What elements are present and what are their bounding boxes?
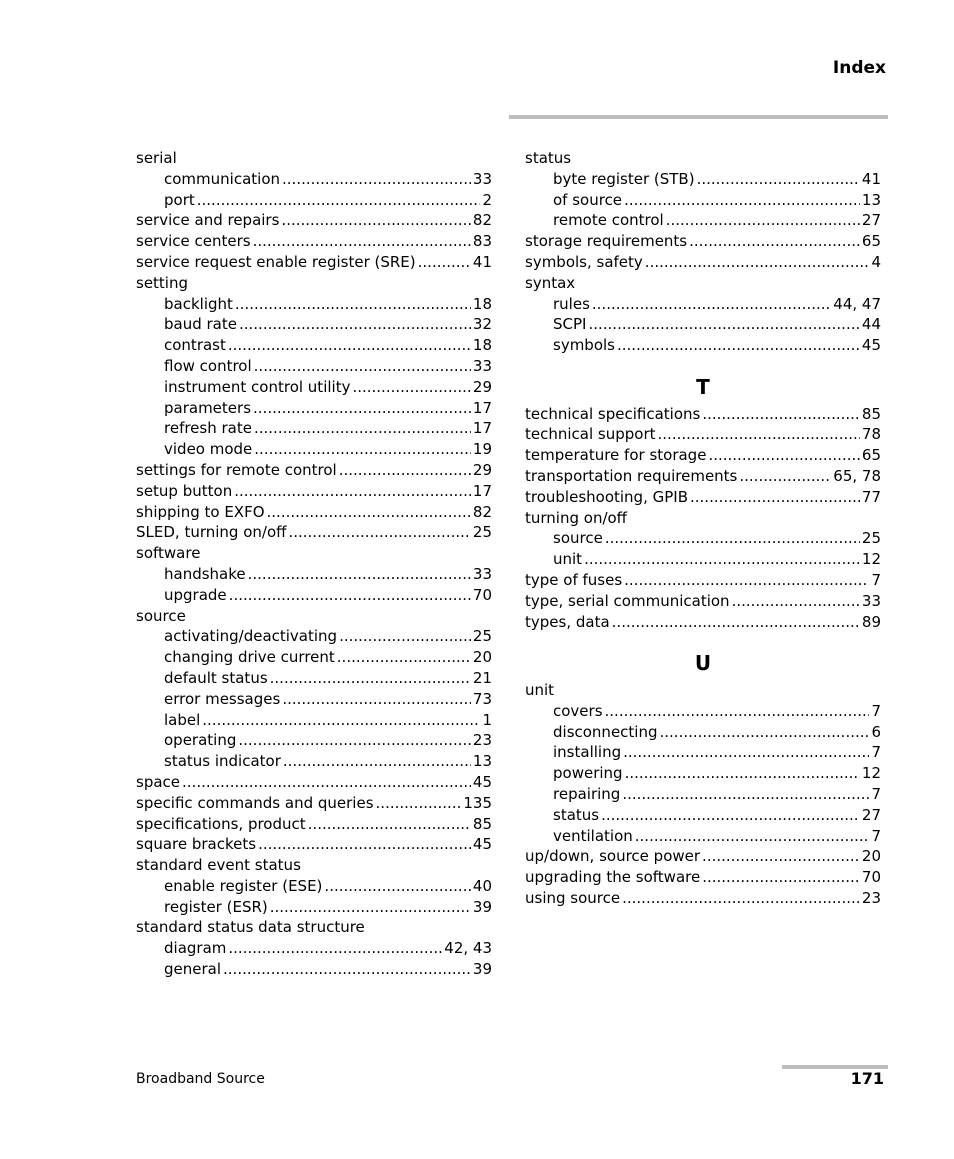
- dot-leader: [739, 466, 831, 487]
- index-term: backlight: [164, 294, 233, 313]
- dot-leader: [702, 846, 860, 867]
- page-reference: 44, 47: [833, 294, 881, 313]
- index-entry: [525, 252, 881, 273]
- page-reference: 45: [472, 772, 492, 791]
- index-subentry: [525, 528, 881, 549]
- dot-leader: [352, 377, 470, 398]
- index-term: turning on/off: [525, 508, 628, 527]
- section-spacer: [525, 356, 881, 377]
- index-entry: [525, 466, 881, 487]
- index-term: status: [525, 149, 572, 167]
- page-reference: 65: [861, 446, 881, 465]
- index-subentry: [136, 647, 492, 668]
- page-reference: 27: [861, 805, 881, 824]
- index-subentry: [136, 314, 492, 335]
- page-reference: 41: [472, 252, 492, 271]
- index-group-entry: [136, 273, 492, 294]
- dot-leader: [339, 460, 471, 481]
- index-subentry: [136, 169, 492, 190]
- page-reference: 29: [472, 377, 492, 396]
- index-entry: [136, 460, 492, 481]
- index-term: upgrading the software: [525, 868, 701, 887]
- index-subentry: [136, 398, 492, 419]
- index-term: standard event status: [136, 856, 301, 875]
- dot-leader: [697, 169, 860, 190]
- index-subentry: [136, 377, 492, 398]
- index-term: label: [164, 710, 201, 729]
- dot-leader: [612, 612, 860, 633]
- index-subentry: [136, 710, 492, 731]
- index-group-entry: [136, 855, 492, 876]
- index-term: setting: [136, 273, 189, 292]
- index-subentry: [136, 689, 492, 710]
- index-entry: [525, 591, 881, 612]
- page-reference: 42, 43: [444, 939, 492, 958]
- index-term: instrument control utility: [164, 377, 351, 396]
- index-term: service request enable register (SRE): [136, 252, 416, 271]
- index-term: symbols, safety: [525, 252, 643, 271]
- dot-leader: [623, 742, 869, 763]
- page-reference: 82: [472, 211, 492, 230]
- index-subentry: [136, 876, 492, 897]
- page-reference: 77: [861, 487, 881, 506]
- index-subentry: [525, 701, 881, 722]
- page-reference: 32: [472, 315, 492, 334]
- dot-leader: [228, 938, 442, 959]
- dot-leader: [282, 169, 471, 190]
- dot-leader: [339, 626, 471, 647]
- index-entry: [525, 888, 881, 909]
- index-subentry: [136, 564, 492, 585]
- index-term: specifications, product: [136, 814, 306, 833]
- index-term: byte register (STB): [553, 169, 695, 188]
- page-reference: 70: [472, 585, 492, 604]
- index-entry: [136, 502, 492, 523]
- index-term: error messages: [164, 689, 281, 708]
- index-term: storage requirements: [525, 232, 688, 251]
- dot-leader: [625, 763, 860, 784]
- page-reference: 4: [871, 252, 881, 271]
- dot-leader: [197, 190, 481, 211]
- index-subentry: [136, 897, 492, 918]
- index-term: unit: [553, 550, 583, 569]
- index-subentry: [525, 549, 881, 570]
- dot-leader: [267, 502, 471, 523]
- page-reference: 18: [472, 294, 492, 313]
- index-entry: [136, 793, 492, 814]
- page-reference: 17: [472, 481, 492, 500]
- dot-leader: [253, 231, 471, 252]
- page-reference: 40: [472, 876, 492, 895]
- index-entry: [525, 570, 881, 591]
- page-reference: 6: [871, 722, 881, 741]
- dot-leader: [601, 805, 860, 826]
- index-term: activating/deactivating: [164, 627, 338, 646]
- page-reference: 7: [871, 826, 881, 845]
- page-reference: 135: [463, 793, 492, 812]
- dot-leader: [605, 528, 860, 549]
- index-term: SLED, turning on/off: [136, 523, 287, 542]
- index-term: technical specifications: [525, 404, 701, 423]
- dot-leader: [622, 784, 869, 805]
- footer-product-name: Broadband Source: [136, 1071, 265, 1087]
- page-reference: 20: [861, 847, 881, 866]
- page-reference: 45: [861, 336, 881, 355]
- dot-leader: [270, 668, 471, 689]
- index-term: space: [136, 772, 181, 791]
- index-group-entry: [525, 148, 881, 169]
- index-subentry: [525, 826, 881, 847]
- index-term: type, serial communication: [525, 591, 730, 610]
- index-entry: [525, 867, 881, 888]
- index-term: serial: [136, 149, 177, 167]
- index-entry: [136, 231, 492, 252]
- page-reference: 7: [871, 784, 881, 803]
- index-term: video mode: [164, 440, 253, 459]
- dot-leader: [283, 751, 471, 772]
- page-reference: 85: [861, 404, 881, 423]
- index-term: enable register (ESE): [164, 876, 323, 895]
- index-group-entry: [525, 273, 881, 294]
- page-reference: 33: [472, 356, 492, 375]
- index-group-entry: [136, 148, 492, 169]
- dot-leader: [281, 210, 470, 231]
- index-term: service centers: [136, 232, 251, 251]
- dot-leader: [666, 210, 860, 231]
- index-term: specific commands and queries: [136, 793, 374, 812]
- page-title: Index: [832, 58, 886, 78]
- index-term: operating: [164, 731, 237, 750]
- section-spacer: [525, 632, 881, 653]
- page-reference: 13: [861, 190, 881, 209]
- page-reference: 27: [861, 211, 881, 230]
- index-group-entry: [136, 917, 492, 938]
- dot-leader: [617, 335, 860, 356]
- footer-page-number: 171: [850, 1069, 884, 1088]
- index-term: disconnecting: [553, 722, 658, 741]
- index-term: setup button: [136, 481, 233, 500]
- index-entry: [525, 231, 881, 252]
- index-subentry: [525, 314, 881, 335]
- dot-leader: [258, 834, 471, 855]
- index-group-entry: [136, 543, 492, 564]
- page-reference: 17: [472, 398, 492, 417]
- dot-leader: [376, 793, 462, 814]
- header-rule: [509, 115, 888, 119]
- dot-leader: [660, 722, 870, 743]
- dot-leader: [584, 549, 860, 570]
- dot-leader: [605, 701, 870, 722]
- page-reference: 25: [472, 523, 492, 542]
- index-entry: [525, 404, 881, 425]
- index-term: shipping to EXFO: [136, 502, 265, 521]
- index-group-entry: [136, 606, 492, 627]
- index-term: repairing: [553, 784, 621, 803]
- index-term: parameters: [164, 398, 252, 417]
- index-term: source: [553, 529, 603, 548]
- page-reference: 85: [472, 814, 492, 833]
- page-reference: 21: [472, 668, 492, 687]
- page-reference: 70: [861, 868, 881, 887]
- index-term: refresh rate: [164, 419, 252, 438]
- page-reference: 39: [472, 960, 492, 979]
- index-term: service and repairs: [136, 211, 280, 230]
- index-column-right: [525, 148, 881, 909]
- dot-leader: [635, 826, 870, 847]
- index-term: installing: [553, 743, 622, 762]
- dot-leader: [270, 897, 471, 918]
- index-group-entry: [525, 508, 881, 529]
- index-term: default status: [164, 668, 268, 687]
- index-entry: [136, 210, 492, 231]
- index-term: of source: [553, 190, 623, 209]
- page-reference: 17: [472, 419, 492, 438]
- index-term: standard status data structure: [136, 918, 365, 937]
- index-entry: [136, 772, 492, 793]
- dot-leader: [229, 585, 471, 606]
- index-term: up/down, source power: [525, 847, 701, 866]
- index-term: source: [136, 606, 186, 625]
- dot-leader: [228, 335, 471, 356]
- index-entry: [525, 846, 881, 867]
- index-subentry: [136, 418, 492, 439]
- page-reference: 33: [472, 169, 492, 188]
- index-column-left: [136, 148, 492, 980]
- index-subentry: [136, 959, 492, 980]
- dot-leader: [622, 888, 860, 909]
- page-reference: 7: [871, 570, 881, 589]
- page-reference: 12: [861, 550, 881, 569]
- dot-leader: [708, 445, 859, 466]
- dot-leader: [288, 522, 470, 543]
- index-term: general: [164, 960, 222, 979]
- index-term: rules: [553, 294, 590, 313]
- index-subentry: [525, 805, 881, 826]
- page-reference: 73: [472, 689, 492, 708]
- page-reference: 18: [472, 336, 492, 355]
- page-reference: 2: [482, 190, 492, 209]
- index-entry: [136, 834, 492, 855]
- page-reference: 83: [472, 232, 492, 251]
- index-subentry: [136, 356, 492, 377]
- index-subentry: [525, 169, 881, 190]
- dot-leader: [337, 647, 471, 668]
- index-term: settings for remote control: [136, 460, 337, 479]
- index-term: handshake: [164, 564, 246, 583]
- dot-leader: [690, 487, 860, 508]
- index-term: remote control: [553, 211, 664, 230]
- page-reference: 23: [861, 888, 881, 907]
- dot-leader: [702, 867, 860, 888]
- page-reference: 7: [871, 701, 881, 720]
- dot-leader: [324, 876, 470, 897]
- index-term: baud rate: [164, 315, 237, 334]
- dot-leader: [624, 570, 869, 591]
- dot-leader: [223, 959, 471, 980]
- dot-leader: [645, 252, 870, 273]
- page-reference: 82: [472, 502, 492, 521]
- dot-leader: [658, 424, 860, 445]
- index-subentry: [136, 668, 492, 689]
- page-reference: 45: [472, 835, 492, 854]
- index-subentry: [136, 730, 492, 751]
- index-group-entry: [525, 680, 881, 701]
- index-subentry: [525, 190, 881, 211]
- index-entry: [525, 424, 881, 445]
- index-term: technical support: [525, 425, 656, 444]
- index-entry: [525, 445, 881, 466]
- dot-leader: [235, 294, 471, 315]
- dot-leader: [234, 481, 471, 502]
- index-subentry: [525, 210, 881, 231]
- index-entry: [136, 522, 492, 543]
- index-term: communication: [164, 169, 281, 188]
- index-term: square brackets: [136, 835, 257, 854]
- index-term: port: [164, 190, 195, 209]
- page-reference: 89: [861, 612, 881, 631]
- index-term: symbols: [553, 336, 615, 355]
- page-reference: 20: [472, 648, 492, 667]
- index-subentry: [525, 722, 881, 743]
- index-term: temperature for storage: [525, 446, 707, 465]
- index-subentry: [136, 938, 492, 959]
- dot-leader: [732, 591, 860, 612]
- dot-leader: [248, 564, 471, 585]
- index-term: types, data: [525, 612, 610, 631]
- index-term: powering: [553, 764, 623, 783]
- page-reference: 1: [482, 710, 492, 729]
- index-term: status: [553, 805, 600, 824]
- index-entry: [136, 481, 492, 502]
- page-reference: 23: [472, 731, 492, 750]
- index-subentry: [525, 742, 881, 763]
- index-entry: [136, 814, 492, 835]
- dot-leader: [689, 231, 860, 252]
- page-reference: 7: [871, 743, 881, 762]
- index-term: contrast: [164, 336, 226, 355]
- index-subentry: [136, 626, 492, 647]
- dot-leader: [254, 356, 471, 377]
- index-term: software: [136, 544, 201, 563]
- index-term: troubleshooting, GPIB: [525, 487, 688, 506]
- index-term: transportation requirements: [525, 466, 738, 485]
- index-term: register (ESR): [164, 897, 268, 916]
- dot-leader: [254, 418, 471, 439]
- dot-leader: [702, 404, 860, 425]
- index-subentry: [525, 784, 881, 805]
- index-term: status indicator: [164, 752, 281, 771]
- index-term: type of fuses: [525, 570, 623, 589]
- index-subentry: [525, 294, 881, 315]
- index-entry: [136, 252, 492, 273]
- dot-leader: [253, 398, 471, 419]
- dot-leader: [254, 439, 471, 460]
- dot-leader: [238, 730, 471, 751]
- dot-leader: [588, 314, 859, 335]
- dot-leader: [202, 710, 480, 731]
- index-subentry: [525, 763, 881, 784]
- page-reference: 19: [472, 440, 492, 459]
- index-term: covers: [553, 701, 603, 720]
- page-reference: 33: [472, 564, 492, 583]
- dot-leader: [624, 190, 860, 211]
- index-term: upgrade: [164, 585, 227, 604]
- page-reference: 65: [861, 232, 881, 251]
- index-term: syntax: [525, 273, 576, 292]
- page-reference: 78: [861, 425, 881, 444]
- index-subentry: [136, 585, 492, 606]
- index-subentry: [525, 335, 881, 356]
- dot-leader: [418, 252, 471, 273]
- index-subentry: [136, 751, 492, 772]
- dot-leader: [239, 314, 471, 335]
- index-letter-heading: T: [696, 374, 710, 399]
- index-term: diagram: [164, 939, 227, 958]
- page-reference: 44: [861, 315, 881, 334]
- index-term: SCPI: [553, 315, 587, 334]
- dot-leader: [592, 294, 831, 315]
- page-reference: 25: [861, 529, 881, 548]
- index-entry: [525, 612, 881, 633]
- dot-leader: [182, 772, 471, 793]
- index-subentry: [136, 439, 492, 460]
- index-term: changing drive current: [164, 648, 335, 667]
- index-letter-heading: U: [694, 651, 712, 676]
- page-reference: 65, 78: [833, 466, 881, 485]
- index-subentry: [136, 190, 492, 211]
- index-subentry: [136, 294, 492, 315]
- index-term: ventilation: [553, 826, 633, 845]
- index-subentry: [136, 335, 492, 356]
- page-reference: 12: [861, 764, 881, 783]
- dot-leader: [282, 689, 471, 710]
- index-entry: [525, 487, 881, 508]
- page-reference: 13: [472, 752, 492, 771]
- page-reference: 33: [861, 591, 881, 610]
- page-reference: 25: [472, 627, 492, 646]
- page-reference: 41: [861, 169, 881, 188]
- index-term: unit: [525, 680, 555, 699]
- index-term: flow control: [164, 356, 252, 375]
- index-term: using source: [525, 888, 621, 907]
- page-reference: 29: [472, 460, 492, 479]
- page-reference: 39: [472, 897, 492, 916]
- dot-leader: [308, 814, 471, 835]
